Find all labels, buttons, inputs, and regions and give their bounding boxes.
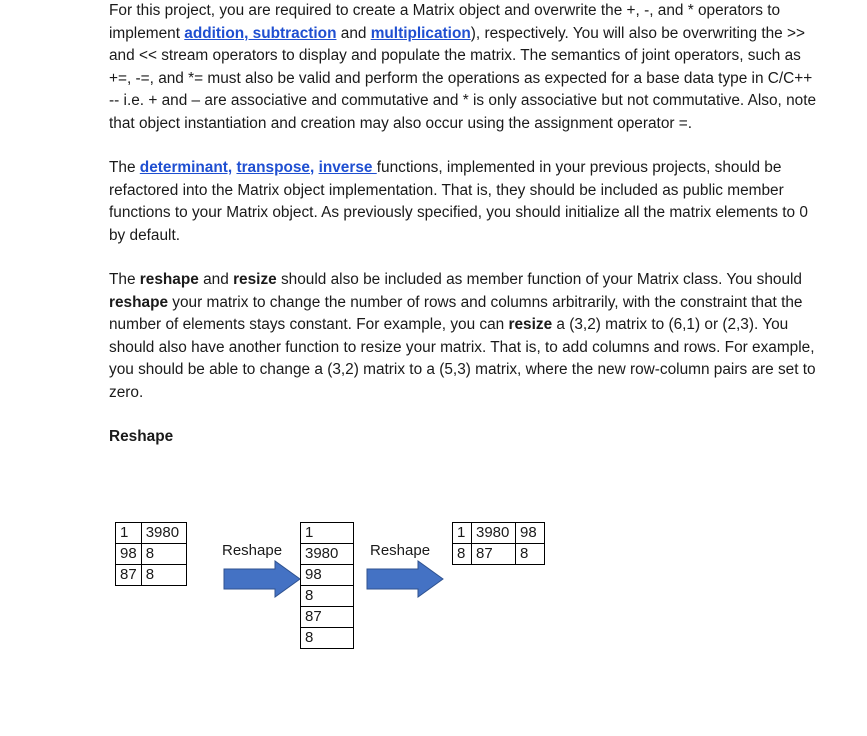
- matrix-cell: 8: [453, 544, 472, 565]
- text-run: and: [336, 24, 371, 42]
- matrix-cell: 87: [301, 607, 354, 628]
- matrix-cell: 1: [116, 523, 142, 544]
- table-row: [301, 544, 354, 565]
- table-row: [453, 544, 545, 565]
- matrix-cell: 3980: [141, 523, 186, 544]
- matrix-cell: 87: [472, 544, 516, 565]
- table-row: [301, 523, 354, 544]
- text-run: For this project, you are required to create a Matrix object and overwrite the +, -, and * operators to implement: [109, 2, 781, 42]
- link-addition-subtraction[interactable]: addition, subtraction: [184, 24, 337, 42]
- text-run: functions, implemented in your previous projects, should be refactored into the Matrix object implementation. That is, they should be included as public member functions to your Matrix object. As previously specified, you should initialize all the matrix elements to 0 by default.: [109, 159, 808, 244]
- matrix-cell: 8: [301, 628, 354, 649]
- table-row: [116, 523, 187, 544]
- matrix-cell: 98: [301, 565, 354, 586]
- bold-term: resize: [233, 271, 277, 288]
- matrix-cell: 3980: [472, 523, 516, 544]
- document-body: [109, 0, 819, 471]
- text-run: your matrix to change the number of rows and columns arbitrarily, with the constraint that the number of elements stays constant. For example, you can: [109, 293, 803, 333]
- arrow-2-label: Reshape: [370, 542, 431, 559]
- paragraph-operators: [109, 0, 819, 135]
- text-run: should also be included as member function of your Matrix class. You should: [276, 271, 802, 288]
- text-run: The: [109, 271, 140, 288]
- table-row: [116, 544, 187, 565]
- table-row: [301, 628, 354, 649]
- matrix-a-table: [115, 522, 187, 586]
- matrix-cell: 8: [516, 544, 545, 565]
- matrix-cell: 8: [141, 544, 186, 565]
- link-inverse[interactable]: inverse: [318, 159, 377, 176]
- table-row: [116, 565, 187, 586]
- section-heading-reshape: Reshape: [109, 428, 174, 445]
- text-run: a (3,2) matrix to (6,1) or (2,3). You should also have another function to resize your matrix. That is, to add columns and rows. For example, you should be able to change a (3,2) matrix to a (5,3) matrix, where the new row-column pairs are set to zero.: [109, 316, 816, 401]
- text-run: ), respectively. You will also be overwriting the >> and << stream operators to display and populate the matrix. The semantics of joint operators, such as +=, -=, and *= must also be valid and perform the operations as expected for a base data type in C/C++ -- i.e. + and – are associative and commutative and * is only associative but not commutative. Also, note that object instantiation and creation may also occur using the assignment operator =.: [109, 24, 817, 132]
- table-row: [301, 565, 354, 586]
- paragraph-functions: [109, 157, 819, 247]
- right-arrow-icon: [223, 560, 301, 598]
- matrix-cell: 87: [116, 565, 142, 586]
- matrix-cell: 98: [516, 523, 545, 544]
- bold-term: reshape: [109, 293, 169, 311]
- table-row: [301, 607, 354, 628]
- link-transpose[interactable]: transpose,: [236, 159, 315, 176]
- text-run: and: [198, 271, 234, 288]
- matrix-cell: 1: [453, 523, 472, 544]
- bold-term: reshape: [139, 271, 199, 288]
- matrix-cell: 3980: [301, 544, 354, 565]
- table-row: [453, 523, 545, 544]
- matrix-cell: 1: [301, 523, 354, 544]
- matrix-b-table: [300, 522, 354, 649]
- text-run: The: [109, 159, 140, 176]
- table-row: [301, 586, 354, 607]
- arrow-1-label: Reshape: [222, 542, 283, 559]
- matrix-c-table: [452, 522, 545, 565]
- matrix-cell: 8: [301, 586, 354, 607]
- matrix-cell: 8: [141, 565, 186, 586]
- bold-term: resize: [508, 316, 553, 333]
- link-determinant[interactable]: determinant,: [139, 159, 233, 176]
- link-multiplication[interactable]: multiplication: [370, 24, 471, 42]
- paragraph-reshape-resize: [109, 269, 819, 404]
- matrix-cell: 98: [116, 544, 142, 565]
- right-arrow-icon: [366, 560, 444, 598]
